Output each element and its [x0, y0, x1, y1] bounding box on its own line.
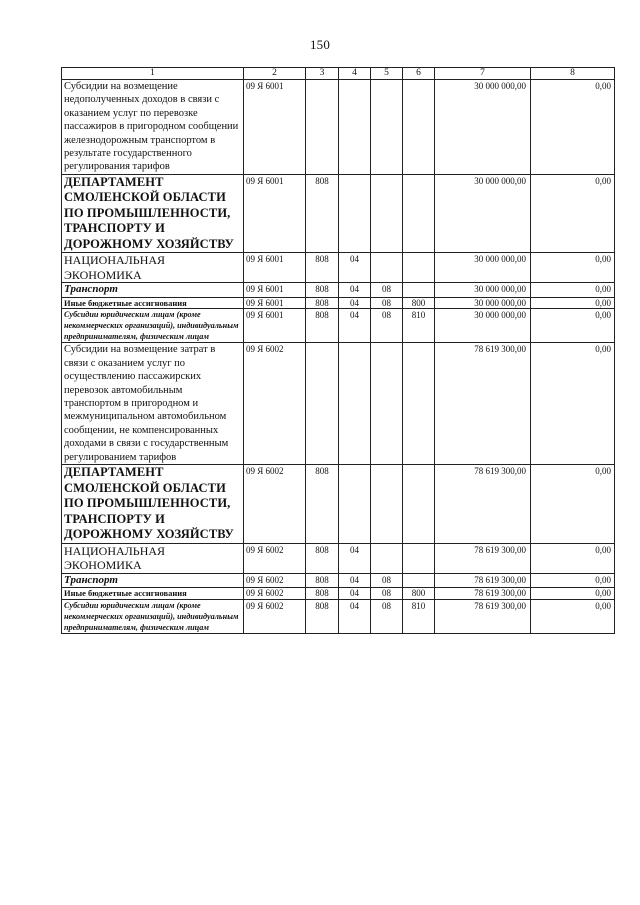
amount: 78 619 300,00 [435, 543, 531, 573]
amount: 30 000 000,00 [435, 297, 531, 309]
subsection-code [371, 343, 403, 465]
table-row [62, 543, 615, 573]
target-article-code: 09 Я 6001 [244, 309, 306, 343]
grbs-code: 808 [306, 283, 339, 298]
grbs-code: 808 [306, 297, 339, 309]
table-row [62, 588, 615, 600]
target-article-code: 09 Я 6001 [244, 80, 306, 175]
table-row [62, 599, 615, 633]
subsection-code: 08 [371, 283, 403, 298]
table-row [62, 573, 615, 588]
grbs-code: 808 [306, 174, 339, 253]
amount-secondary: 0,00 [531, 297, 615, 309]
expense-type-code [403, 573, 435, 588]
section-code [339, 465, 371, 544]
section-code [339, 80, 371, 175]
subsection-code: 08 [371, 297, 403, 309]
amount: 30 000 000,00 [435, 174, 531, 253]
amount: 78 619 300,00 [435, 343, 531, 465]
grbs-code [306, 343, 339, 465]
subsection-code [371, 174, 403, 253]
column-header: 1 [62, 68, 244, 80]
grbs-code: 808 [306, 309, 339, 343]
section-code: 04 [339, 283, 371, 298]
section-code: 04 [339, 543, 371, 573]
expense-type-code [403, 343, 435, 465]
table-row [62, 465, 615, 544]
expense-type-code [403, 80, 435, 175]
column-header: 6 [403, 68, 435, 80]
amount-secondary: 0,00 [531, 283, 615, 298]
target-article-code: 09 Я 6001 [244, 174, 306, 253]
row-name: Субсидии юридическим лицам (кроме некоммерческих организаций), индивидуальным предпринимателям, физическим лицам [62, 309, 244, 343]
row-name: Субсидии на возмещение затрат в связи с оказанием услуг по осуществлению пассажирских перевозок автомобильным транспортом в пригородном и межмуниципальном автомобильном сообщении, не компенсированных доходами в связи с государственным регулированием тарифов [62, 343, 244, 465]
grbs-code: 808 [306, 253, 339, 283]
section-code [339, 343, 371, 465]
amount: 30 000 000,00 [435, 253, 531, 283]
subsection-code: 08 [371, 599, 403, 633]
subsection-code [371, 253, 403, 283]
table-row [62, 297, 615, 309]
row-name: НАЦИОНАЛЬНАЯ ЭКОНОМИКА [62, 543, 244, 573]
target-article-code: 09 Я 6002 [244, 573, 306, 588]
row-name: ДЕПАРТАМЕНТ СМОЛЕНСКОЙ ОБЛАСТИ ПО ПРОМЫШЛЕННОСТИ, ТРАНСПОРТУ И ДОРОЖНОМУ ХОЗЯЙСТВУ [62, 465, 244, 544]
target-article-code: 09 Я 6002 [244, 599, 306, 633]
subsection-code [371, 543, 403, 573]
expense-type-code [403, 253, 435, 283]
grbs-code: 808 [306, 599, 339, 633]
amount: 78 619 300,00 [435, 465, 531, 544]
target-article-code: 09 Я 6001 [244, 253, 306, 283]
target-article-code: 09 Я 6002 [244, 465, 306, 544]
section-code: 04 [339, 573, 371, 588]
subsection-code: 08 [371, 309, 403, 343]
expense-type-code: 810 [403, 599, 435, 633]
row-name: Иные бюджетные ассигнования [62, 297, 244, 309]
subsection-code [371, 80, 403, 175]
expense-type-code [403, 283, 435, 298]
subsection-code [371, 465, 403, 544]
target-article-code: 09 Я 6001 [244, 297, 306, 309]
row-name: Транспорт [62, 283, 244, 298]
row-name: Субсидии юридическим лицам (кроме некоммерческих организаций), индивидуальным предпринимателям, физическим лицам [62, 599, 244, 633]
column-header: 2 [244, 68, 306, 80]
column-header: 7 [435, 68, 531, 80]
table-row [62, 343, 615, 465]
amount-secondary: 0,00 [531, 253, 615, 283]
section-code [339, 174, 371, 253]
column-header: 8 [531, 68, 615, 80]
column-header: 5 [371, 68, 403, 80]
subsection-code: 08 [371, 588, 403, 600]
row-name: ДЕПАРТАМЕНТ СМОЛЕНСКОЙ ОБЛАСТИ ПО ПРОМЫШЛЕННОСТИ, ТРАНСПОРТУ И ДОРОЖНОМУ ХОЗЯЙСТВУ [62, 174, 244, 253]
amount: 78 619 300,00 [435, 599, 531, 633]
table-row [62, 253, 615, 283]
expense-type-code: 800 [403, 588, 435, 600]
expense-type-code [403, 543, 435, 573]
amount: 30 000 000,00 [435, 309, 531, 343]
grbs-code: 808 [306, 543, 339, 573]
budget-table [61, 67, 615, 634]
grbs-code: 808 [306, 588, 339, 600]
section-code: 04 [339, 297, 371, 309]
amount-secondary: 0,00 [531, 588, 615, 600]
grbs-code: 808 [306, 573, 339, 588]
amount: 78 619 300,00 [435, 573, 531, 588]
page-number: 150 [309, 37, 331, 52]
amount: 30 000 000,00 [435, 80, 531, 175]
table-row [62, 174, 615, 253]
row-name: Субсидии на возмещение недополученных доходов в связи с оказанием услуг по перевозке пассажиров в пригородном сообщении железнодорожным транспортом в результате государственного регулирования тарифов [62, 80, 244, 175]
target-article-code: 09 Я 6001 [244, 283, 306, 298]
expense-type-code [403, 465, 435, 544]
row-name: НАЦИОНАЛЬНАЯ ЭКОНОМИКА [62, 253, 244, 283]
subsection-code: 08 [371, 573, 403, 588]
header-row [62, 68, 615, 80]
section-code: 04 [339, 253, 371, 283]
amount-secondary: 0,00 [531, 174, 615, 253]
table-row [62, 283, 615, 298]
amount: 30 000 000,00 [435, 283, 531, 298]
expense-type-code: 810 [403, 309, 435, 343]
table-row [62, 80, 615, 175]
section-code: 04 [339, 599, 371, 633]
amount-secondary: 0,00 [531, 80, 615, 175]
grbs-code [306, 80, 339, 175]
grbs-code: 808 [306, 465, 339, 544]
amount: 78 619 300,00 [435, 588, 531, 600]
target-article-code: 09 Я 6002 [244, 588, 306, 600]
column-header: 3 [306, 68, 339, 80]
table-row [62, 309, 615, 343]
target-article-code: 09 Я 6002 [244, 543, 306, 573]
amount-secondary: 0,00 [531, 343, 615, 465]
amount-secondary: 0,00 [531, 599, 615, 633]
amount-secondary: 0,00 [531, 309, 615, 343]
section-code: 04 [339, 309, 371, 343]
target-article-code: 09 Я 6002 [244, 343, 306, 465]
section-code: 04 [339, 588, 371, 600]
amount-secondary: 0,00 [531, 573, 615, 588]
amount-secondary: 0,00 [531, 465, 615, 544]
row-name: Транспорт [62, 573, 244, 588]
amount-secondary: 0,00 [531, 543, 615, 573]
expense-type-code [403, 174, 435, 253]
expense-type-code: 800 [403, 297, 435, 309]
row-name: Иные бюджетные ассигнования [62, 588, 244, 600]
column-header: 4 [339, 68, 371, 80]
